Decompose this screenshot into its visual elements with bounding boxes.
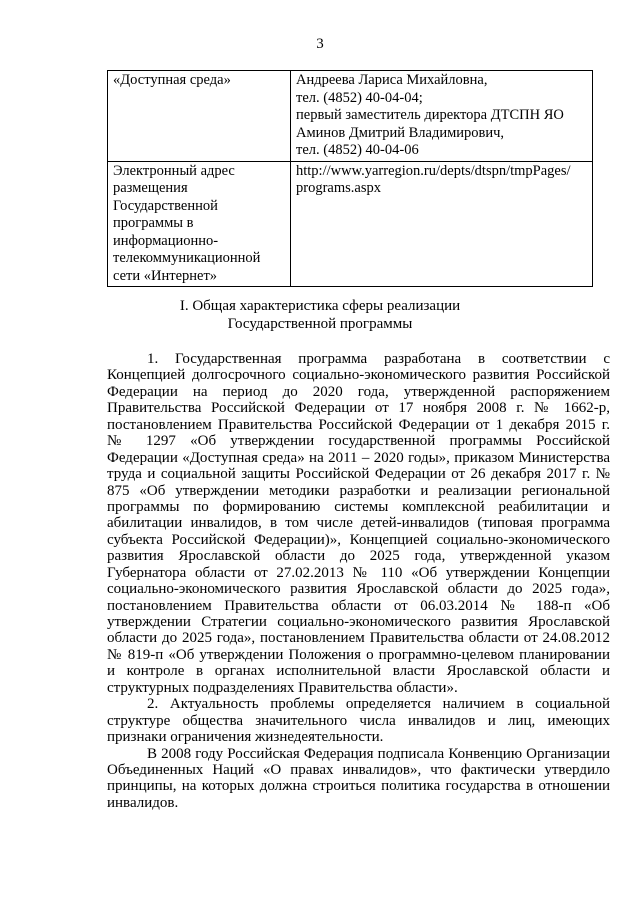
cell-line: тел. (4852) 40-04-06: [296, 142, 419, 158]
table-cell-label: [108, 71, 291, 162]
paragraph-line: структурных подразделениях Правительства области».: [107, 679, 458, 696]
paragraph-line: Федерации на период до 2020 года, утвержденной распоряжением: [107, 383, 610, 400]
paragraph-line: программы по формированию системы комплексной реабилитации и: [107, 498, 610, 515]
table-cell-value: [291, 161, 593, 287]
cell-line: тел. (4852) 40-04-04;: [296, 89, 423, 106]
cell-line: «Доступная среда»: [113, 72, 231, 88]
paragraph-line: утверждении Стратегии социально-экономического развития Ярославской: [107, 614, 610, 630]
page-number: 3: [316, 36, 324, 52]
passport-table: [107, 70, 593, 287]
paragraph-line: принципы, на которых должна строиться политика государства в отношении: [107, 778, 610, 795]
table-cell-value: [291, 71, 593, 162]
cell-line: Электронный адрес: [113, 162, 235, 179]
table-row: [108, 161, 593, 287]
paragraph-line: субъекта Российской Федерации)», Концепцией социально-экономического: [107, 531, 610, 548]
program-url-line: programs.aspx: [296, 180, 381, 196]
cell-line: программы в: [113, 215, 194, 231]
paragraph-line: постановлением Правительства области от 06.03.2014 № 188-п «Об: [107, 597, 610, 614]
paragraph-line: Объединенных Наций «О правах инвалидов», что фактически утвердило: [107, 761, 610, 778]
paragraph-line: 1. Государственная программа разработана в соответствии с: [147, 351, 610, 367]
paragraph-line: 875 «Об утверждении методики разработки и реализации региональной: [107, 482, 610, 499]
paragraph-line: Правительства Российской Федерации от 17 ноября 2008 г. № 1662-р,: [107, 400, 610, 417]
cell-line: Государственной: [113, 197, 218, 214]
paragraph-line: признаки ограничения жизнедеятельности.: [107, 729, 384, 746]
program-url-line: http://www.yarregion.ru/depts/dtspn/tmpPages/: [296, 162, 571, 179]
cell-line: размещения: [113, 180, 188, 196]
paragraph-line: № 1297 «Об утверждении государственной программы Российской: [107, 433, 610, 450]
cell-line: информационно-: [113, 232, 219, 249]
cell-line: Андреева Лариса Михайловна,: [296, 72, 488, 88]
cell-line: первый заместитель директора ДТСПН ЯО: [296, 107, 564, 123]
section-heading-line: I. Общая характеристика сферы реализации: [179, 298, 461, 314]
paragraph-line: инвалидов.: [107, 794, 179, 811]
paragraph-line: и контроле в органах исполнительной власти Ярославской области и: [107, 663, 610, 680]
body-text: [107, 351, 610, 811]
cell-line: Аминов Дмитрий Владимирович,: [296, 124, 505, 141]
paragraph-line: Федерации «Доступная среда» на 2011 – 2020 годы», приказом Министерства: [107, 449, 610, 466]
section-heading: [0, 297, 640, 333]
paragraph-line: В 2008 году Российская Федерация подписала Конвенцию Организации: [147, 745, 610, 762]
paragraph-line: 2. Актуальность проблемы определяется наличием в социальной: [147, 696, 610, 713]
paragraph-line: Концепцией долгосрочного социально-экономического развития Российской: [107, 367, 610, 384]
cell-line: сети «Интернет»: [113, 267, 218, 284]
paragraph-line: Губернатора области от 27.02.2013 № 110 «Об утверждении Концепции: [107, 564, 610, 581]
paragraph-line: № 819-п «Об утверждении Положения о программно-целевом планировании: [107, 646, 610, 663]
paragraph-line: области до 2025 года», постановлением Правительства области от 24.08.2012: [107, 630, 610, 647]
table-cell-label: [108, 161, 291, 287]
table-row: [108, 71, 593, 162]
cell-line: телекоммуникационной: [113, 250, 261, 266]
paragraph-line: социально-экономического развития Ярославской области до 2025 года»,: [107, 581, 610, 598]
section-heading-line: Государственной программы: [227, 316, 413, 332]
paragraph-line: постановлением Правительства Российской Федерации от 1 декабря 2015 г.: [107, 416, 610, 433]
paragraph-line: структуре общества значительного числа инвалидов и лиц, имеющих: [107, 712, 610, 729]
paragraph-line: абилитации инвалидов, в том числе детей-инвалидов (типовая программа: [107, 515, 610, 532]
paragraph-line: развития Ярославской области до 2025 года, утвержденной указом: [107, 548, 610, 565]
paragraph-line: труда и социальной защиты Российской Федерации от 26 декабря 2017 г. №: [107, 466, 610, 483]
